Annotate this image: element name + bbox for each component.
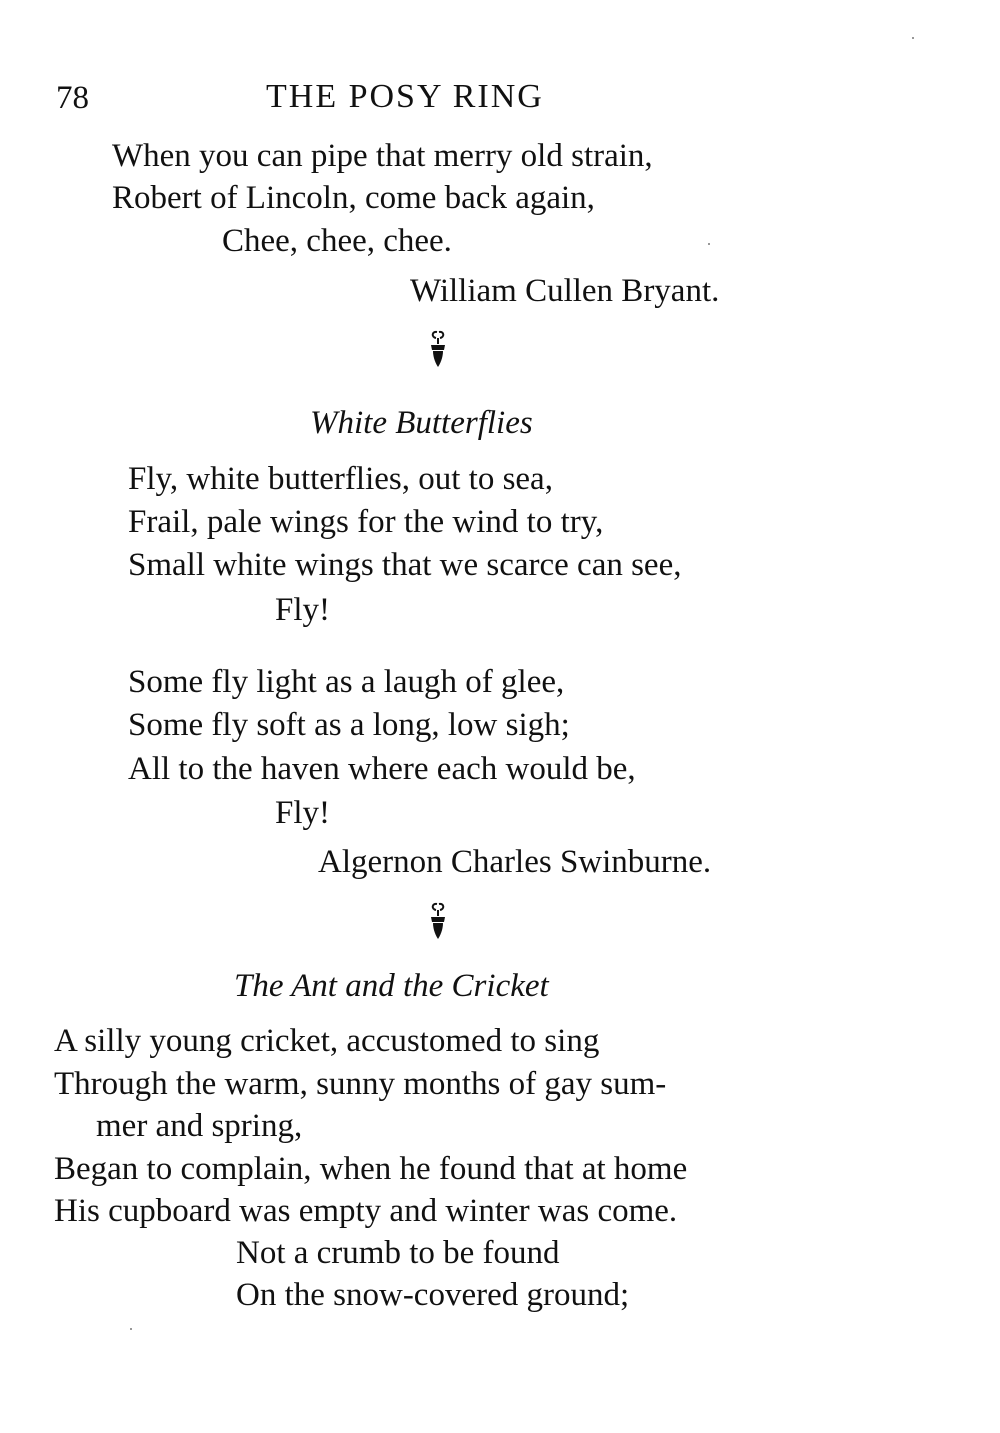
poem-line: Frail, pale wings for the wind to try,	[128, 504, 604, 540]
poem-line: Fly, white butterflies, out to sea,	[128, 461, 553, 497]
poem-line: Some fly light as a laugh of glee,	[128, 664, 565, 700]
poem-line: Some fly soft as a long, low sigh;	[128, 707, 570, 743]
acorn-ornament-icon	[428, 902, 448, 940]
scan-speck	[912, 37, 914, 39]
poem-author: William Cullen Bryant.	[410, 273, 720, 309]
poem-line: A silly young cricket, accustomed to sing	[54, 1023, 600, 1059]
poem-title: White Butterflies	[310, 405, 533, 441]
poem-line: Small white wings that we scarce can see,	[128, 547, 682, 583]
scan-speck	[708, 243, 710, 245]
poem-line: Not a crumb to be found	[236, 1235, 560, 1271]
poem-line: Chee, chee, chee.	[222, 223, 452, 259]
poem-line: On the snow-covered ground;	[236, 1277, 630, 1313]
page-number: 78	[56, 80, 89, 116]
running-title: THE POSY RING	[266, 78, 544, 115]
poem-line: Through the warm, sunny months of gay sum-	[54, 1066, 667, 1102]
poem-line: mer and spring,	[96, 1108, 303, 1144]
scan-speck	[130, 1328, 132, 1330]
poem-line: His cupboard was empty and winter was come.	[54, 1193, 678, 1229]
poem-line: Fly!	[275, 592, 331, 628]
poem-line: When you can pipe that merry old strain,	[112, 138, 653, 174]
poem-author: Algernon Charles Swinburne.	[318, 844, 712, 880]
poem-line: All to the haven where each would be,	[128, 751, 636, 787]
poem-title: The Ant and the Cricket	[234, 968, 549, 1004]
acorn-ornament-icon	[428, 330, 448, 368]
poem-line: Began to complain, when he found that at home	[54, 1151, 688, 1187]
poem-line: Fly!	[275, 795, 331, 831]
poem-line: Robert of Lincoln, come back again,	[112, 180, 595, 216]
